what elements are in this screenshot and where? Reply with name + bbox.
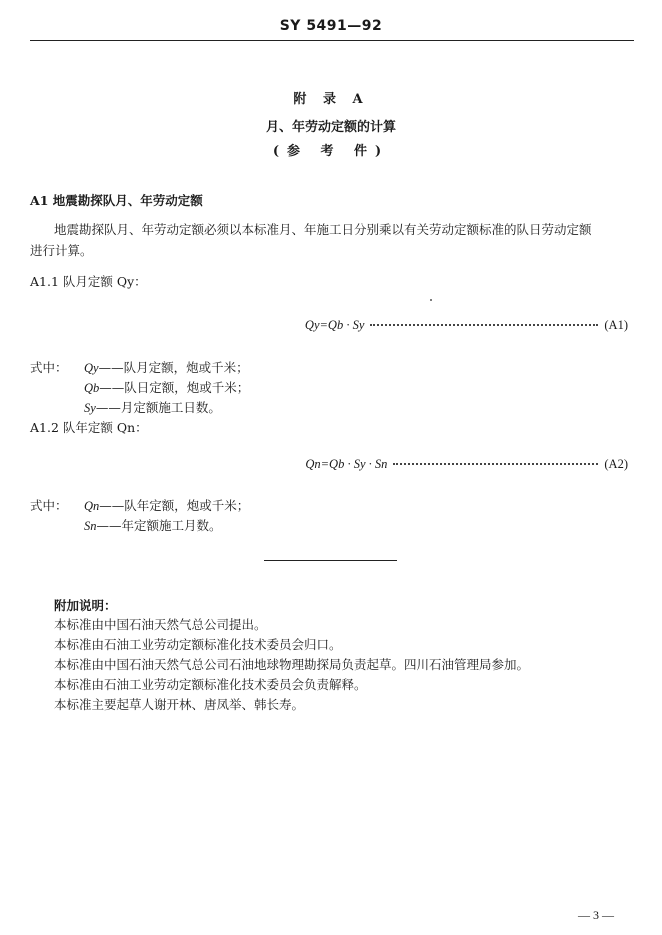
notes-line: 本标准由中国石油天然气总公司提出。 [54, 617, 267, 632]
section-a1-paragraph-line2: 进行计算。 [30, 243, 93, 258]
standard-code: SY 5491—92 [279, 18, 383, 34]
definition-sy: Sy——月定额施工日数。 [84, 400, 221, 415]
definition-qy: Qy——队月定额，炮或千米； [84, 360, 249, 375]
section-divider [264, 560, 397, 561]
section-a11-heading: A1.1 队月定额 Qy： [30, 274, 147, 289]
formula-a2-leader [393, 463, 598, 465]
formula-a2 [305, 457, 628, 472]
formula-a1 [305, 318, 628, 333]
definition-qb: Qb——队日定额，炮或千米； [84, 380, 250, 395]
header-rule [30, 40, 634, 41]
appendix-note: (参 考 件) [272, 144, 390, 159]
notes-line: 本标准由石油工业劳动定额标准化技术委员会负责解释。 [54, 677, 367, 692]
formula-a1-expression: Qy=Qb · Sy [304, 318, 365, 332]
formula-a2-expression: Qn=Qb · Sy · Sn [305, 457, 388, 471]
appendix-title: 月、年劳动定额的计算 [265, 120, 396, 135]
formula-a1-number: (A1) [604, 318, 628, 332]
section-a12-heading: A1.2 队年定额 Qn： [30, 420, 148, 435]
section-a1-paragraph-line1: 地震勘探队月、年劳动定额必须以本标准月、年施工日分别乘以有关劳动定额标准的队日劳动定额 [54, 222, 592, 237]
speck [430, 299, 432, 301]
where-label-a2: 式中： [30, 498, 68, 513]
notes-line: 本标准由中国石油天然气总公司石油地球物理勘探局负责起草。四川石油管理局参加。 [54, 657, 530, 672]
page-number: — 3 — [578, 908, 614, 922]
appendix-label: 附 录 A [293, 92, 369, 107]
formula-a1-leader [370, 324, 598, 326]
definition-sn: Sn——年定额施工月数。 [84, 518, 222, 533]
definition-qn: Qn——队年定额，炮或千米； [84, 498, 250, 513]
where-label-a1: 式中： [30, 360, 68, 375]
notes-line: 本标准主要起草人谢开林、唐凤举、韩长寿。 [54, 697, 305, 712]
section-a1-heading: A1 地震勘探队月、年劳动定额 [30, 193, 203, 208]
notes-line: 本标准由石油工业劳动定额标准化技术委员会归口。 [54, 637, 342, 652]
notes-title: 附加说明： [54, 598, 117, 613]
formula-a2-number: (A2) [604, 457, 628, 471]
